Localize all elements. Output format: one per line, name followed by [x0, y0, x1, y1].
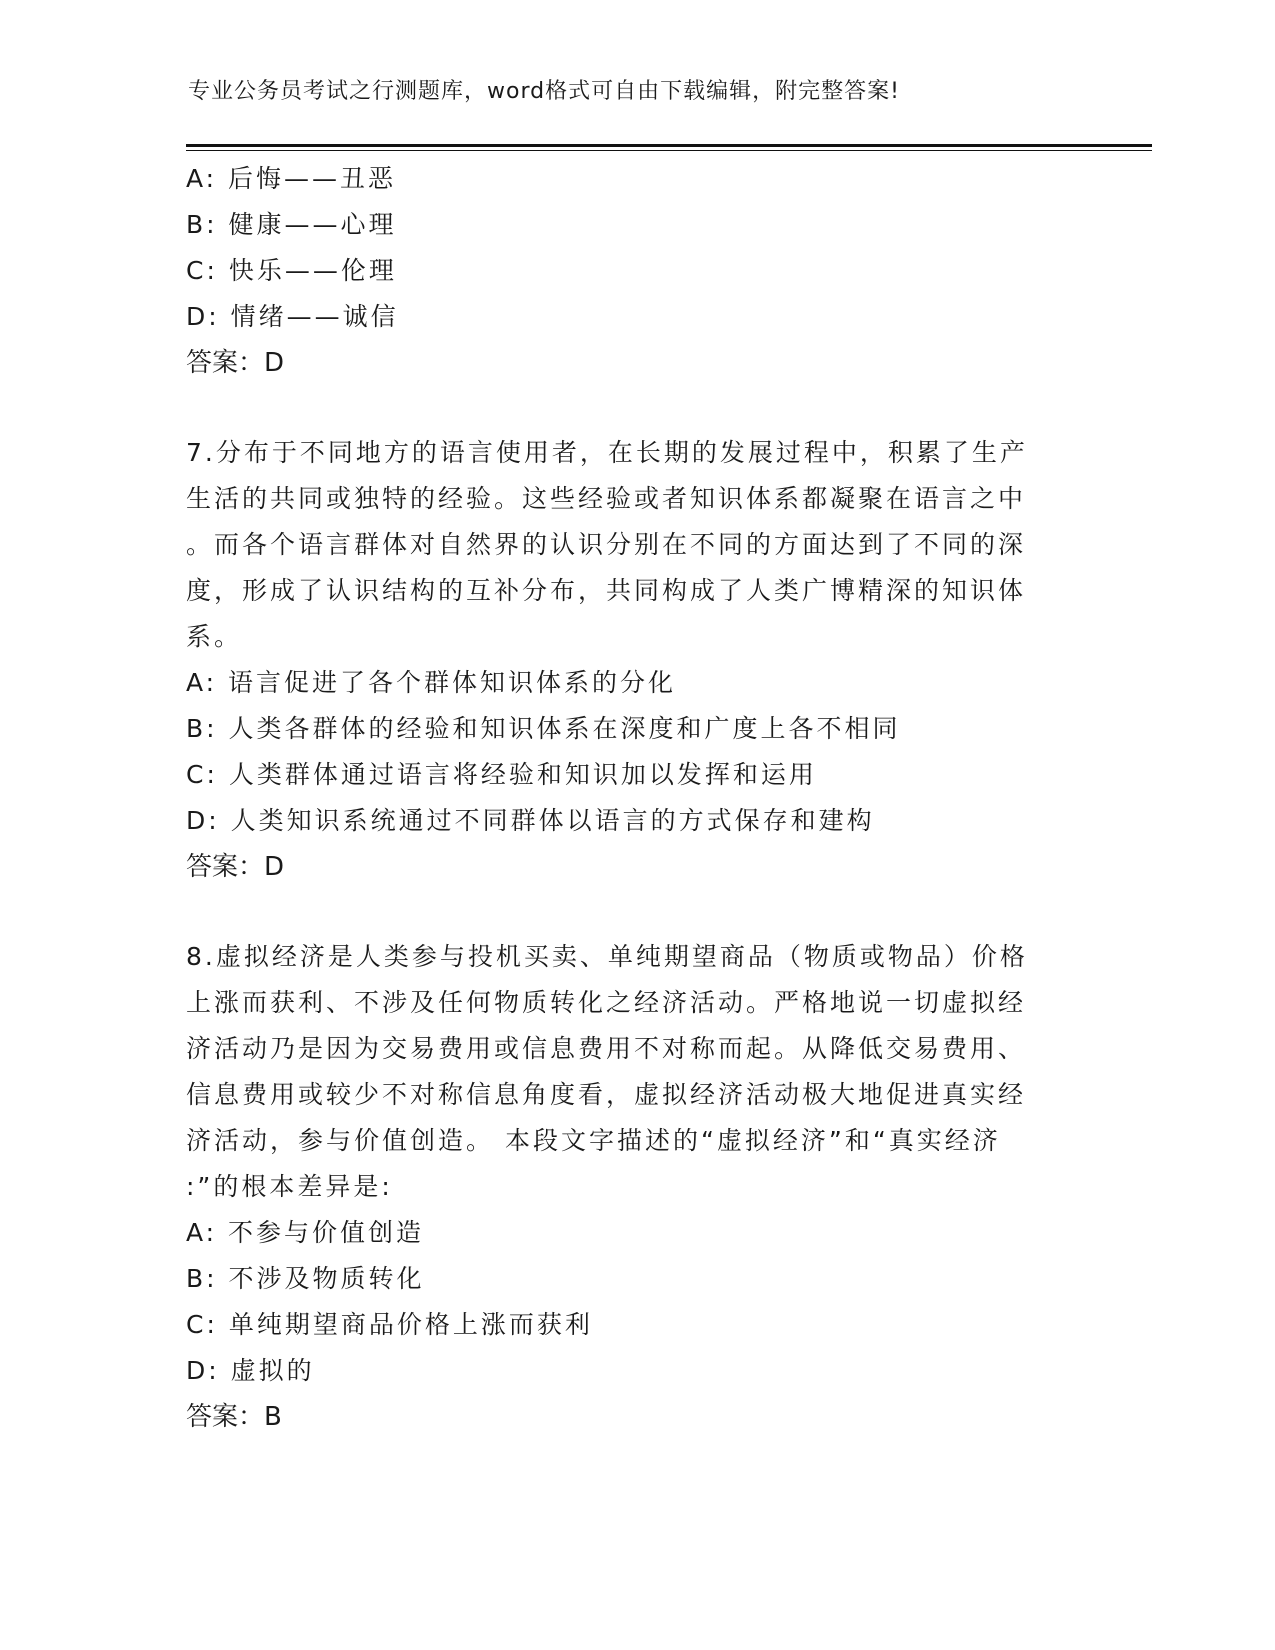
question-stem-line: 上涨而获利、不涉及任何物质转化之经济活动。严格地说一切虚拟经 [186, 988, 1027, 1017]
question-stem-line: 7.分布于不同地方的语言使用者，在长期的发展过程中，积累了生产 [186, 438, 1028, 467]
question-8 [186, 934, 1086, 1440]
option-b: B: 人类各群体的经验和知识体系在深度和广度上各不相同 [186, 714, 901, 743]
option-a: A: 不参与价值创造 [186, 1218, 425, 1247]
question-stem-line: 系。 [186, 622, 243, 651]
question-stem-line: 。而各个语言群体对自然界的认识分别在不同的方面达到了不同的深 [186, 530, 1027, 559]
answer: 答案：D [186, 348, 285, 378]
question-stem-line: 8.虚拟经济是人类参与投机买卖、单纯期望商品（物质或物品）价格 [186, 942, 1028, 971]
header-rule-thick [186, 144, 1152, 147]
question-7 [186, 430, 1086, 890]
question-6 [186, 156, 1086, 386]
page-header: 专业公务员考试之行测题库，word格式可自由下载编辑，附完整答案! [188, 79, 900, 104]
question-stem-line: 信息费用或较少不对称信息角度看，虚拟经济活动极大地促进真实经 [186, 1080, 1027, 1109]
option-b: B: 健康——心理 [186, 210, 397, 239]
question-stem-line: 济活动乃是因为交易费用或信息费用不对称而起。从降低交易费用、 [186, 1034, 1027, 1063]
content-body [186, 156, 1086, 1440]
option-d: D: 情绪——诚信 [186, 302, 399, 331]
option-a: A: 后悔——丑恶 [186, 164, 397, 193]
option-d: D: 虚拟的 [186, 1356, 315, 1385]
question-stem-line: 济活动，参与价值创造。 本段文字描述的“虚拟经济”和“真实经济 [186, 1126, 1001, 1155]
question-stem-line: 度，形成了认识结构的互补分布，共同构成了人类广博精深的知识体 [186, 576, 1027, 605]
option-d: D: 人类知识系统通过不同群体以语言的方式保存和建构 [186, 806, 875, 835]
question-stem-line: 生活的共同或独特的经验。这些经验或者知识体系都凝聚在语言之中 [186, 484, 1027, 513]
answer: 答案：D [186, 852, 285, 882]
option-c: C: 人类群体通过语言将经验和知识加以发挥和运用 [186, 760, 817, 789]
header-rule-thin [186, 150, 1152, 151]
option-c: C: 单纯期望商品价格上涨而获利 [186, 1310, 593, 1339]
answer: 答案：B [186, 1402, 282, 1432]
option-c: C: 快乐——伦理 [186, 256, 397, 285]
option-b: B: 不涉及物质转化 [186, 1264, 425, 1293]
option-a: A: 语言促进了各个群体知识体系的分化 [186, 668, 677, 697]
question-stem-line: :”的根本差异是: [186, 1172, 393, 1201]
